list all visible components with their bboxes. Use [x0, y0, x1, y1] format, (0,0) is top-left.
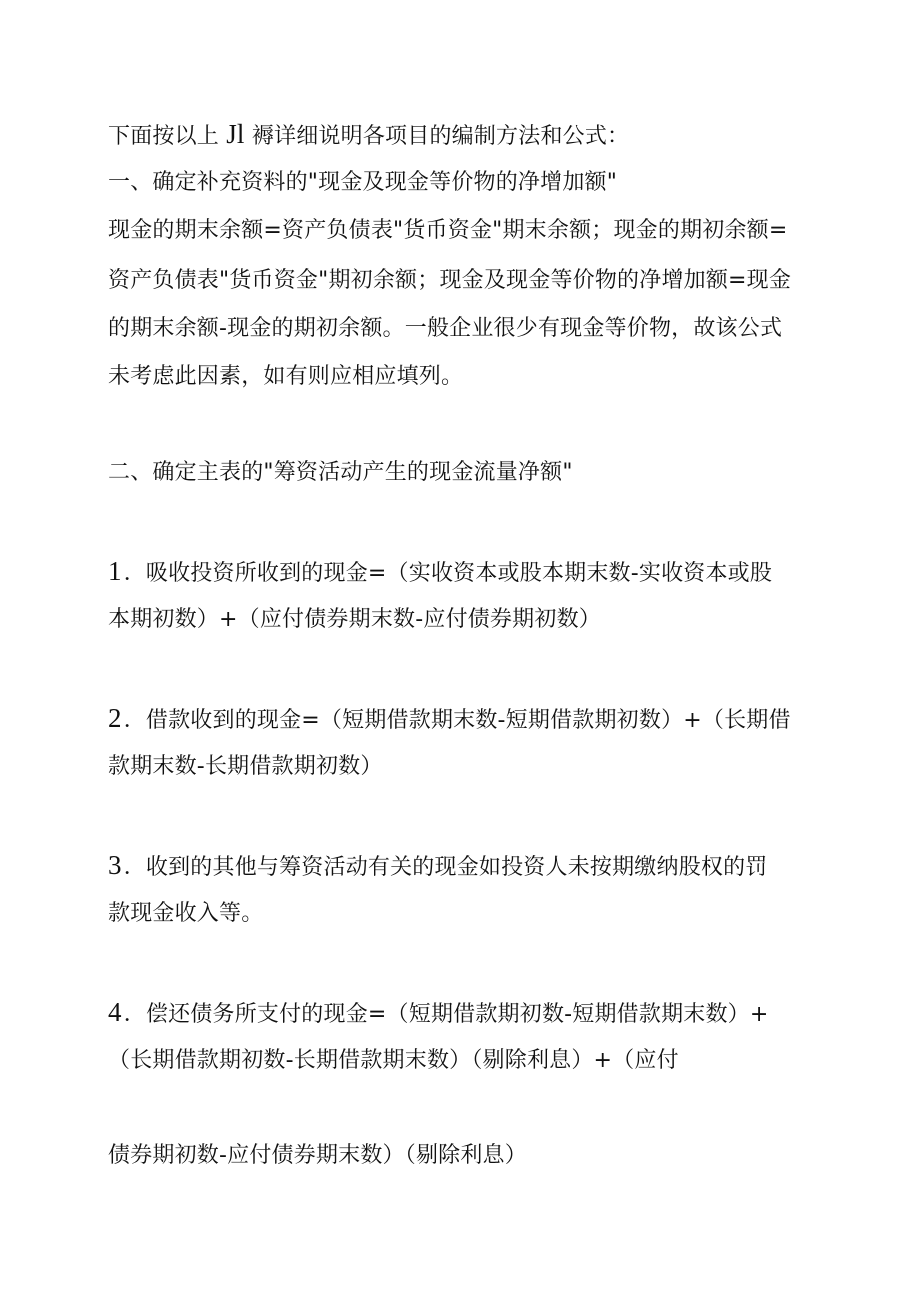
item-text: ．收到的其他与筹资活动有关的现金如投资人未按期缴纳股权的罚 [123, 855, 768, 880]
item-text: ．吸收投资所收到的现金=（实收资本或股本期末数-实收资本或股 [123, 561, 773, 586]
intro-text-a: 下面按以上 [108, 124, 220, 149]
item-4-line [108, 997, 769, 1030]
paragraph-line: 现金的期末余额=资产负债表"货币资金"期末余额；现金的期初余额= [108, 218, 788, 243]
paragraph-line: 的期末余额-现金的期初余额。一般企业很少有现金等价物，故该公式 [108, 316, 783, 341]
item-1-continuation: 本期初数）+（应付债券期末数-应付债券期初数） [108, 607, 601, 632]
item-number: 1 [108, 556, 122, 586]
item-text: ．偿还债务所支付的现金=（短期借款期初数-短期借款期末数）+ [123, 1002, 769, 1027]
item-number: 3 [108, 850, 122, 880]
item-3-continuation: 款现金收入等。 [108, 901, 264, 926]
intro-text-c: 褥详细说明各项目的编制方法和公式： [251, 124, 630, 149]
item-number: 4 [108, 997, 122, 1027]
item-1-line [108, 556, 772, 589]
intro-line [108, 119, 629, 152]
intro-text-jl: Jl [226, 119, 245, 149]
item-text: ．借款收到的现金=（短期借款期末数-短期借款期初数）+（长期借 [123, 708, 791, 733]
item-2-continuation: 款期末数-长期借款期初数） [108, 754, 383, 779]
section-heading-1: 一、确定补充资料的"现金及现金等价物的净增加额" [108, 170, 618, 195]
paragraph-line: 未考虑此因素，如有则应相应填列。 [108, 364, 464, 389]
item-4-continuation: （长期借款期初数-长期借款期末数）（剔除利息）+（应付 [108, 1048, 679, 1073]
item-3-line [108, 850, 768, 883]
section-heading-2: 二、确定主表的"筹资活动产生的现金流量净额" [108, 460, 573, 485]
item-4-continuation: 债券期初数-应付债券期末数）（剔除利息） [108, 1143, 527, 1168]
item-2-line [108, 703, 791, 736]
item-number: 2 [108, 703, 122, 733]
paragraph-line: 资产负债表"货币资金"期初余额；现金及现金等价物的净增加额=现金 [108, 268, 792, 293]
